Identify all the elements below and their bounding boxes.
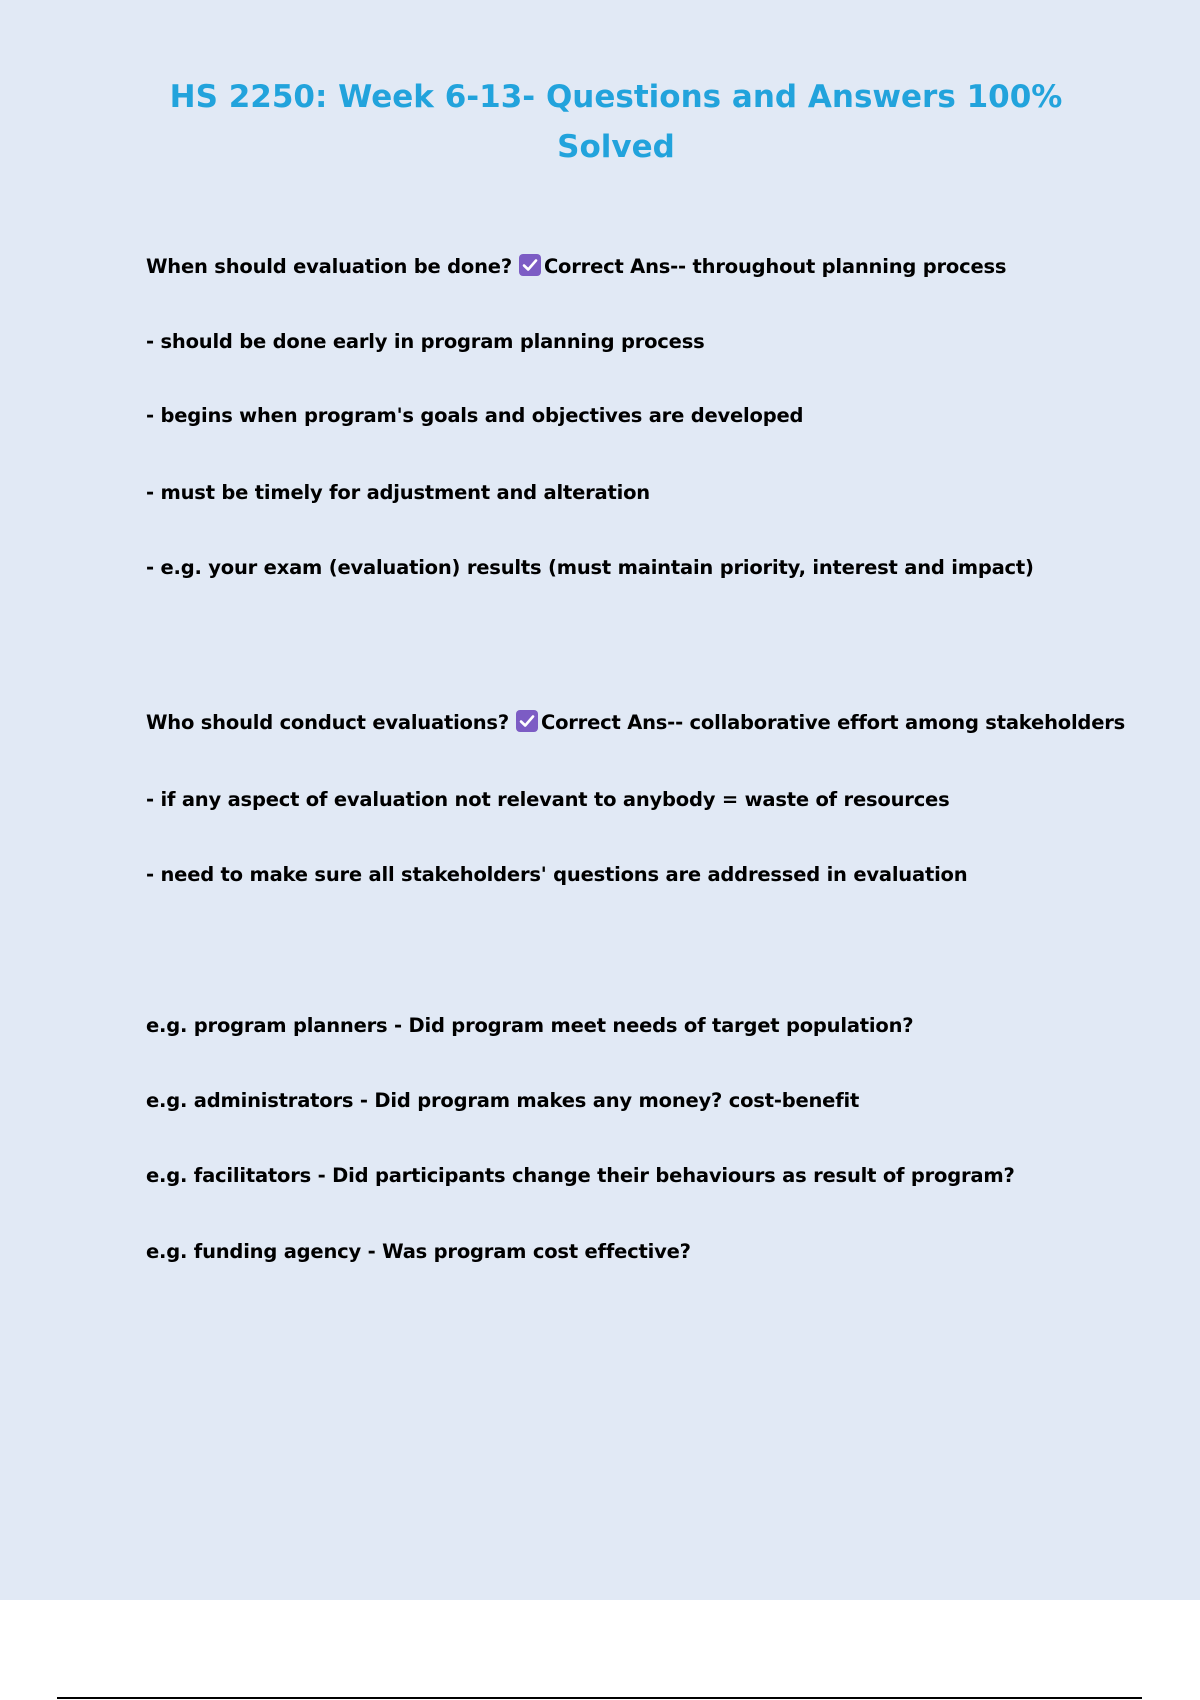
example-2-3: e.g. facilitators - Did participants change their behaviours as result of program? xyxy=(146,1164,1015,1187)
answer-1-text: Correct Ans-- throughout planning process xyxy=(543,255,1007,278)
example-2-2: e.g. administrators - Did program makes any money? cost-benefit xyxy=(146,1089,860,1112)
checkbox-checked-icon xyxy=(515,709,539,733)
question-1-line xyxy=(146,253,1006,279)
example-2-1: e.g. program planners - Did program meet needs of target population? xyxy=(146,1014,914,1037)
detail-2-2: - need to make sure all stakeholders' questions are addressed in evaluation xyxy=(146,863,968,886)
answer-2-text: Correct Ans-- collaborative effort among stakeholders xyxy=(540,711,1126,734)
footer-divider xyxy=(57,1697,1142,1699)
detail-1-3: - must be timely for adjustment and alteration xyxy=(146,481,650,504)
detail-2-1: - if any aspect of evaluation not relevant to anybody = waste of resources xyxy=(146,788,950,811)
example-2-4: e.g. funding agency - Was program cost effective? xyxy=(146,1240,691,1263)
title-line-1: HS 2250: Week 6-13- Questions and Answers 100% xyxy=(169,79,1063,115)
detail-1-2: - begins when program's goals and objectives are developed xyxy=(146,404,804,427)
checkbox-checked-icon xyxy=(518,253,542,277)
detail-1-1: - should be done early in program planning process xyxy=(146,330,705,353)
document-title xyxy=(0,72,1200,172)
title-line-2: Solved xyxy=(557,129,675,165)
detail-1-4: - e.g. your exam (evaluation) results (must maintain priority, interest and impact) xyxy=(146,556,1034,579)
question-1-text: When should evaluation be done? xyxy=(146,255,512,278)
question-2-text: Who should conduct evaluations? xyxy=(146,711,509,734)
question-2-line xyxy=(146,709,1125,735)
